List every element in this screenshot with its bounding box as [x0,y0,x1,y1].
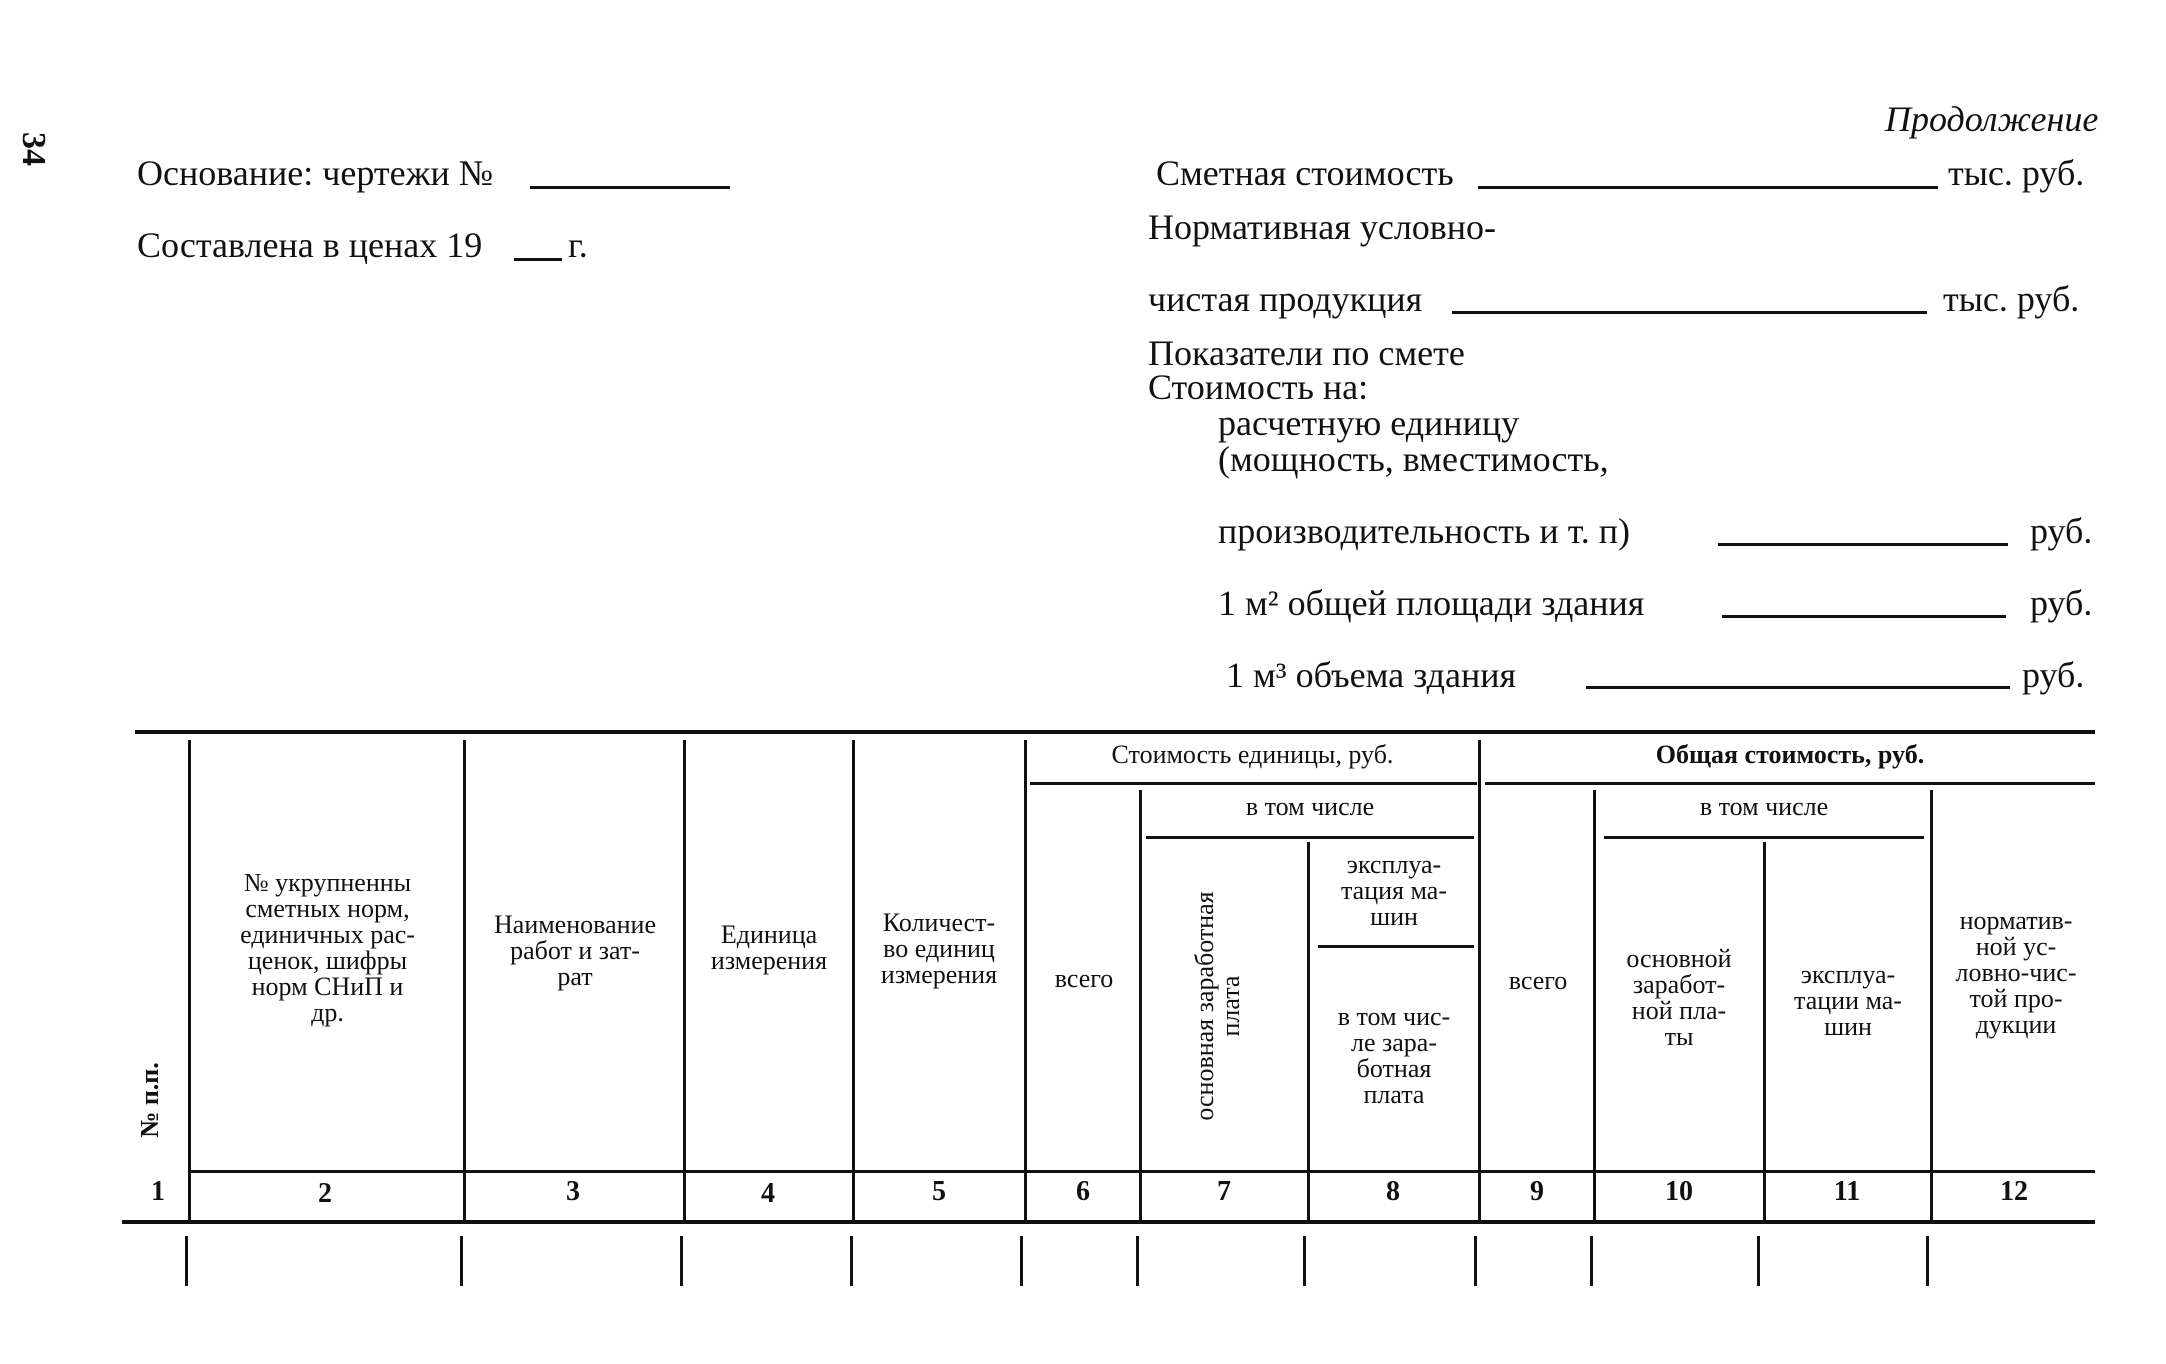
normative-unit: тыс. руб. [1943,279,2080,319]
col-number-6: 6 [1076,1176,1090,1207]
v-stub [460,1236,463,1286]
area-rub: руб. [2030,583,2093,623]
prices-year-blank [514,258,562,261]
prices-label: Составлена в ценах 19 [137,225,483,265]
v-stub [1136,1236,1139,1286]
volume-rub: руб. [2022,655,2085,695]
col9-header: всего [1508,966,1568,995]
v-stub [185,1236,188,1286]
v-line [1930,790,1933,1220]
calc-unit-blank-line [1718,543,2008,546]
normative-line-1: Нормативная условно- [1148,207,1497,247]
calc-unit-rub: руб. [2030,511,2093,551]
v-line [683,740,686,1220]
col2-header: № укрупненны сметных норм, единичных рас- ценок, шифры норм СНиП и др. [240,868,415,1027]
col-number-3: 3 [566,1176,580,1207]
v-stub [1590,1236,1593,1286]
col8-top-header: эксплуа- тация ма- шин [1341,850,1447,931]
col-number-5: 5 [932,1176,946,1207]
page-number: 34 [15,132,52,166]
v-line [463,740,466,1220]
col-number-11: 11 [1833,1176,1861,1207]
col7-header: основная заработная плата [1190,891,1245,1121]
v-line [1139,790,1142,1220]
total-cost-group-rule [1485,782,2095,785]
unit-cost-group-rule [1030,782,1477,785]
v-line [1307,842,1310,1220]
estimated-cost-unit: тыс. руб. [1948,153,2085,193]
col-number-7: 7 [1217,1176,1231,1207]
calc-unit-line-3: производительность и т. п) [1218,511,1630,551]
total-including-rule [1604,836,1924,839]
numbers-bottom-rule [122,1220,2095,1224]
col5-header: Количест- во единиц измерения [880,908,998,989]
area-line: 1 м² общей площади здания [1218,583,1645,623]
col-number-4: 4 [761,1178,775,1209]
normative-blank [1452,311,1927,314]
total-cost-group-header: Общая стоимость, руб. [1655,740,1925,769]
continuation-label: Продолжение [1885,99,2099,139]
estimated-cost-label: Сметная стоимость [1156,153,1454,193]
basis-label: Основание: чертежи № [137,153,494,193]
calc-unit-line-2: (мощность, вместимость, [1218,439,1609,479]
v-stub [1303,1236,1306,1286]
col-number-9: 9 [1530,1176,1544,1207]
v-stub [1926,1236,1929,1286]
v-line [1763,842,1766,1220]
v-stub [1020,1236,1023,1286]
col8-bottom-header: в том чис- ле зара- ботная плата [1337,1002,1451,1109]
basis-blank [530,186,730,189]
calc-unit-line-1: расчетную единицу [1218,403,1520,443]
unit-cost-group-header: Стоимость единицы, руб. [1111,740,1394,769]
v-stub [1474,1236,1477,1286]
indicators-title: Показатели по смете [1148,333,1465,373]
unit-including-rule [1146,836,1474,839]
v-line [1593,790,1596,1220]
col4-header: Единица измерения [710,920,828,975]
cost-per-label: Стоимость на: [1148,367,1369,407]
prices-suffix: г. [568,225,588,265]
v-stub [680,1236,683,1286]
v-line [188,740,191,1220]
v-line [1024,740,1027,1220]
col1-header: № п.п. [135,1062,164,1138]
volume-blank [1586,686,2010,689]
normative-line-2: чистая продукция [1148,279,1423,319]
volume-line: 1 м³ объема здания [1226,655,1517,695]
v-stub [850,1236,853,1286]
area-blank [1722,615,2006,618]
table-top-rule [135,730,2095,734]
estimated-cost-blank [1478,186,1938,189]
col10-header: основной заработ- ной пла- ты [1626,944,1732,1051]
col-number-2: 2 [318,1178,332,1209]
col6-header: всего [1054,964,1114,993]
unit-including-label: в том числе [1245,792,1375,821]
header-bottom-rule [190,1170,2095,1173]
col3-header: Наименование работ и зат- рат [494,910,656,991]
col-number-8: 8 [1386,1176,1400,1207]
col-number-10: 10 [1665,1176,1693,1207]
total-including-label: в том числе [1699,792,1829,821]
v-line [1478,740,1481,1220]
col12-header: норматив- ной ус- ловно-чис- той про- дукции [1955,906,2077,1039]
v-stub [1757,1236,1760,1286]
col-number-12: 12 [2000,1176,2028,1207]
col11-header: эксплуа- тации ма- шин [1794,960,1902,1041]
v-line [852,740,855,1220]
col8-split-rule [1318,945,1474,948]
col-number-1: 1 [151,1176,165,1207]
